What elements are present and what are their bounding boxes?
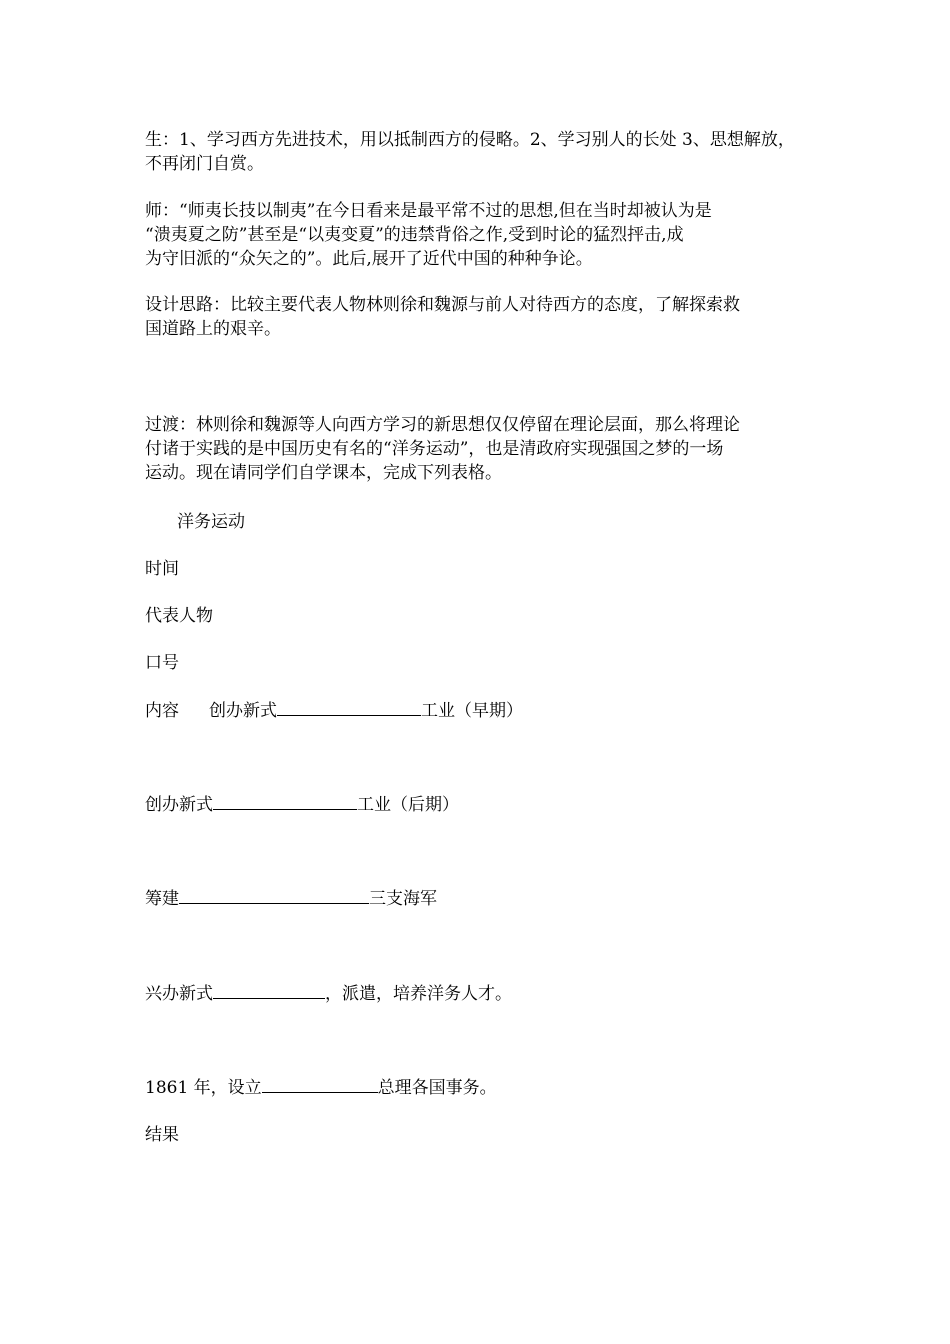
table-title-text: 洋务运动 [177, 512, 245, 532]
text-line: 设计思路：比较主要代表人物林则徐和魏源与前人对待西方的态度，了解探索救 [145, 295, 740, 315]
item1-suffix: 工业（早期） [421, 701, 523, 721]
content-label: 内容 [145, 701, 179, 721]
fill-blank-school[interactable] [213, 982, 325, 999]
slogan-row [145, 651, 813, 675]
fill-blank-office[interactable] [262, 1076, 378, 1093]
text-line: 生：1、学习西方先进技术，用以抵制西方的侵略。2、学习别人的长处 3、思想解放， [145, 130, 795, 150]
item3-prefix: 筹建 [145, 889, 179, 909]
people-row [145, 604, 813, 628]
content-row-3 [145, 887, 813, 911]
text-line: 运动。现在请同学们自学课本，完成下列表格。 [145, 463, 502, 483]
design-idea-paragraph [145, 293, 813, 341]
text-line: 付诸于实践的是中国历史有名的“洋务运动”，也是清政府实现强国之梦的一场 [145, 439, 724, 459]
text-line: 国道路上的艰辛。 [145, 319, 281, 339]
item4-prefix: 兴办新式 [145, 984, 213, 1004]
result-label: 结果 [145, 1125, 179, 1145]
table-title [145, 510, 813, 534]
content-row-4 [145, 982, 813, 1006]
text-line: 为守旧派的“众矢之的”。此后,展开了近代中国的种种争论。 [145, 249, 593, 269]
text-line: “溃夷夏之防”甚至是“以夷变夏”的违禁背俗之作,受到时论的猛烈抨击,成 [145, 225, 684, 245]
item5-suffix: 总理各国事务。 [377, 1078, 497, 1098]
people-label: 代表人物 [145, 606, 213, 626]
item5-prefix: 1861 年，设立 [145, 1078, 262, 1098]
content-row-2 [145, 793, 813, 817]
time-row [145, 557, 813, 581]
item4-suffix: ，派遣，培养洋务人才。 [325, 984, 512, 1004]
content-row-1 [145, 699, 813, 723]
slogan-label: 口号 [145, 653, 179, 673]
content-row-5 [145, 1076, 813, 1100]
transition-paragraph [145, 413, 813, 485]
fill-blank-late-industry[interactable] [213, 793, 357, 810]
result-row [145, 1123, 813, 1147]
item1-prefix: 创办新式 [209, 701, 277, 721]
text-line: 过渡：林则徐和魏源等人向西方学习的新思想仅仅停留在理论层面，那么将理论 [145, 415, 740, 435]
item3-suffix: 三支海军 [369, 889, 437, 909]
text-line: 师：“师夷长技以制夷”在今日看来是最平常不过的思想,但在当时却被认为是 [145, 201, 712, 221]
time-label: 时间 [145, 559, 179, 579]
item2-prefix: 创办新式 [145, 795, 213, 815]
fill-blank-early-industry[interactable] [277, 699, 421, 716]
fill-blank-navy[interactable] [179, 887, 369, 904]
teacher-comment-paragraph [145, 199, 813, 271]
text-line: 不再闭门自赏。 [145, 154, 264, 174]
student-answer-paragraph [145, 128, 813, 176]
item2-suffix: 工业（后期） [357, 795, 459, 815]
